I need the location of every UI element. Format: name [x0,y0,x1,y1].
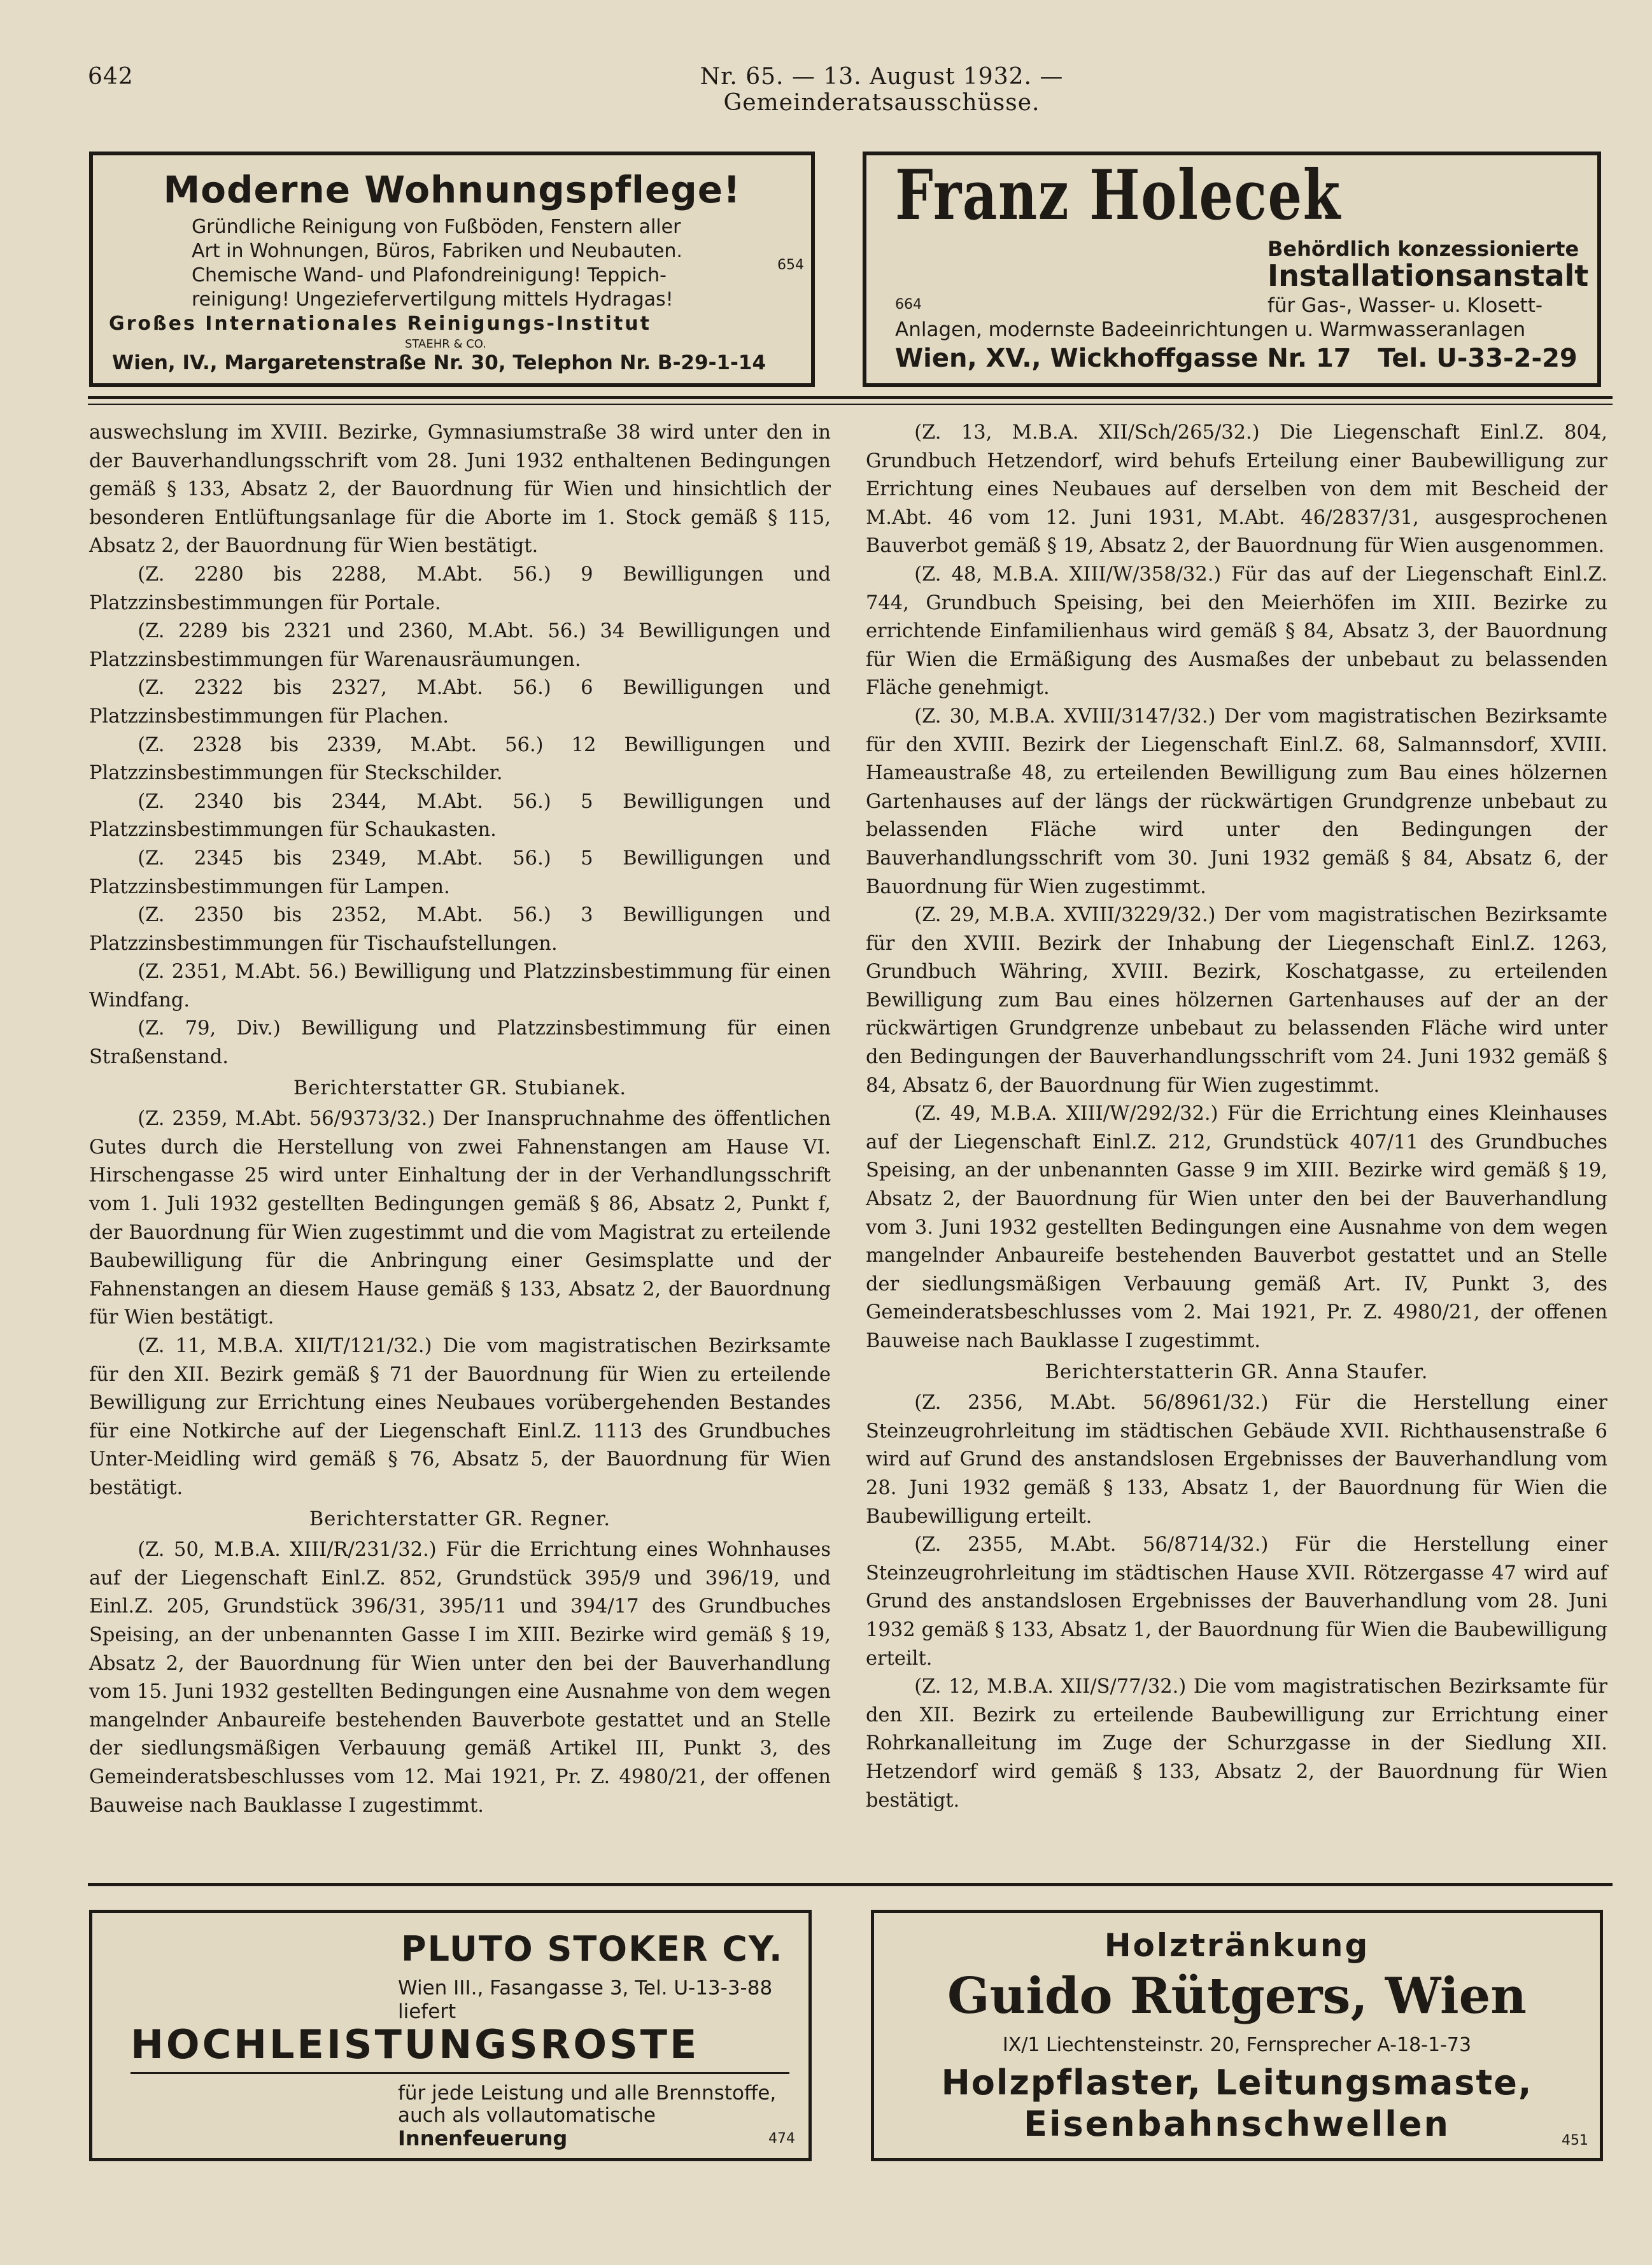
ad-number: 654 [777,257,804,273]
paragraph: (Z. 2351, M.Abt. 56.) Bewilligung und Platzzinsbestimmung für einen Windfang. [89,961,831,1012]
ad-name: Guido Rütgers, Wien [947,1967,1527,2025]
ad-address: IX/1 Liechtensteinstr. 20, Fernsprecher A-18-1-73 [1002,2034,1472,2056]
paragraph: (Z. 2345 bis 2349, M.Abt. 56.) 5 Bewilligungen und Platzzinsbestimmungen für Lampen. [89,847,831,898]
ad-text: für Gas-, Wasser- u. Klosett- [1267,294,1543,317]
paragraph: (Z. 49, M.B.A. XIII/W/292/32.) Für die Errichtung eines Kleinhauses auf der Liegenschaft Einl.Z. 212, Grundstück 407/11 des Grundbuches Speising, an der unbenannten Gasse 9 im XIII. Bezirke wird gemäß § 19, Absatz 2, der Bauordnung für Wien unter den bei der Bauverhandlung vom 3. Juni 1932 gestellten Bedingungen eine Ausnahme von dem wegen mangelnder Anbaureife bestehenden Bauverbot gestattet und an Stelle der siedlungsmäßigen Verbauung gemäß Art. IV, Punkt 3, des Gemeinderatsbeschlusses vom 2. Mai 1921, Pr. Z. 4980/21, der offenen Bauweise nach Bauklasse I zugestimmt. [866,1103,1607,1352]
ad-text: Art in Wohnungen, Büros, Fabriken und Neubauten. [192,240,682,262]
ad-text: Chemische Wand- und Plafondreinigung! Teppich- [192,264,667,286]
page-header: Nr. 65. — 13. August 1932. — Gemeinderatsausschüsse. [700,64,1064,116]
paragraph: (Z. 2328 bis 2339, M.Abt. 56.) 12 Bewilligungen und Platzzinsbestimmungen für Steckschilder. [89,733,831,785]
ad-text: Holzpflaster, Leitungsmaste, [941,2063,1533,2103]
ad-address: Wien, IV., Margaretenstraße Nr. 30, Telephon Nr. B-29-1-14 [112,351,766,374]
ad-number: 474 [768,2131,795,2147]
ad-text: reinigung! Ungeziefervertilgung mittels Hydragas! [192,288,674,311]
divider-top [88,396,1613,399]
reporter-heading: Berichterstatter GR. Stubianek. [293,1076,627,1099]
paragraph: (Z. 29, M.B.A. XVIII/3229/32.) Der vom magistratischen Bezirksamte für den XVIII. Bezirk der Inhabung der Liegenschaft Einl.Z. 1263, Grundbuch Währing, XVIII. Bezirk, Koschatgasse, zu erteilenden Bewilligung zum Bau eines hölzernen Gartenhauses auf der an der rückwärtigen Grundgrenze unbebaut zu belassenden Fläche wird unter den Bedingungen der Bauverhandlungsschrift vom 24. Juni 1932 gemäß § 84, Absatz 6, der Bauordnung für Wien zugestimmt. [866,904,1607,1097]
ad-text: auch als vollautomatische [398,2104,656,2127]
divider-bottom [88,1883,1613,1886]
paragraph: (Z. 2280 bis 2288, M.Abt. 56.) 9 Bewilligungen und Platzzinsbestimmungen für Portale. [89,563,831,614]
paragraph: (Z. 30, M.B.A. XVIII/3147/32.) Der vom magistratischen Bezirksamte für den XVIII. Bezirk der Liegenschaft Einl.Z. 68, Salmannsdorf, XVIII. Hameaustraße 48, zu erteilenden Bewilligung zum Bau eines hölzernen Gartenhauses auf der längs der rückwärtigen Grundgrenze unbebaut zu belassenden Fläche wird unter den Bedingungen der Bauverhandlungsschrift vom 30. Juni 1932 gemäß § 84, Absatz 6, der Bauordnung für Wien zugestimmt. [866,705,1607,898]
ad-text: Gründliche Reinigung von Fußböden, Fenstern aller [192,216,681,238]
ad-institute: Großes Internationales Reinigungs-Institut [109,313,652,335]
ad-text: Eisenbahnschwellen [1024,2104,1450,2144]
ad-text: Holztränkung [1104,1927,1370,1964]
paragraph: (Z. 11, M.B.A. XII/T/121/32.) Die vom magistratischen Bezirksamte für den XII. Bezirk gemäß § 71 der Bauordnung für Wien zu erteilende Bewilligung zur Errichtung eines Neubaues vorübergehenden Bestandes für eine Notkirche auf der Liegenschaft Einl.Z. 1113 des Grundbuches Unter-Meidling wird gemäß § 76, Absatz 5, der Bauordnung für Wien bestätigt. [89,1335,831,1499]
ad-rule [131,2072,789,2074]
page-number: 642 [88,64,134,90]
paragraph: (Z. 2350 bis 2352, M.Abt. 56.) 3 Bewilligungen und Platzzinsbestimmungen für Tischaufstellungen. [89,904,831,955]
divider-top-thin [88,404,1613,405]
ad-wohnungspflege [89,152,815,387]
paragraph: (Z. 50, M.B.A. XIII/R/231/32.) Für die Errichtung eines Wohnhauses auf der Liegenschaft Einl.Z. 852, Grundstück 395/9 und 396/19, und Einl.Z. 205, Grundstück 396/31, 395/11 und 394/17 des Grundbuches Speising, an der unbenannten Gasse I im XIII. Bezirke wird gemäß § 19, Absatz 2, der Bauordnung für Wien unter den bei der Bauverhandlung vom 15. Juni 1932 gestellten Bedingungen eine Ausnahme von dem wegen mangelnder Anbaureife bestehenden Bauverbote gestattet und an Stelle der siedlungsmäßigen Verbauung gemäß Artikel III, Punkt 3, des Gemeinderatsbeschlusses vom 12. Mai 1921, Pr. Z. 4980/21, der offenen Bauweise nach Bauklasse I zugestimmt. [89,1539,831,1817]
paragraph: (Z. 12, M.B.A. XII/S/77/32.) Die vom magistratischen Bezirksamte für den XII. Bezirk zu erteilende Baubewilligung zur Errichtung einer Rohrkanalleitung im Zuge der Schurzgasse in der Siedlung XII. Hetzendorf wird gemäß § 133, Absatz 2, der Bauordnung für Wien bestätigt. [866,1676,1607,1812]
paragraph: (Z. 2355, M.Abt. 56/8714/32.) Für die Herstellung einer Steinzeugrohrleitung im städtischen Hause XVII. Rötzergasse 47 wird auf Grund des anstandslosen Ergebnisses der Bauverhandlung vom 28. Juni 1932 gemäß § 133, Absatz 1, der Bauordnung für Wien die Baubewilligung erteilt. [866,1534,1607,1670]
paragraph: (Z. 48, M.B.A. XIII/W/358/32.) Für das auf der Liegenschaft Einl.Z. 744, Grundbuch Speising, bei den Meierhöfen im XIII. Bezirke zu errichtende Einfamilienhaus wird gemäß § 84, Absatz 3, der Bauordnung für Wien die Ermäßigung des Ausmaßes der unbebaut zu belassenden Fläche genehmigt. [866,563,1607,700]
reporter-heading: Berichterstatter GR. Regner. [309,1507,611,1530]
ad-name: Franz Holecek [895,155,1341,236]
article-column-right [866,419,1607,1877]
ad-text: Behördlich konzessionierte [1267,237,1579,261]
article-column-left [89,419,831,1877]
ad-pluto-stoker [89,1910,812,2161]
paragraph: (Z. 79, Div.) Bewilligung und Platzzinsbestimmung für einen Straßenstand. [89,1017,831,1069]
reporter-heading: Berichterstatterin GR. Anna Staufer. [1045,1360,1429,1383]
ad-title: Moderne Wohnungspflege! [163,168,741,211]
paragraph: (Z. 2322 bis 2327, M.Abt. 56.) 6 Bewilligungen und Platzzinsbestimmungen für Plachen. [89,677,831,728]
paragraph: (Z. 2340 bis 2344, M.Abt. 56.) 5 Bewilligungen und Platzzinsbestimmungen für Schaukasten. [89,790,831,842]
ad-holecek [863,152,1601,387]
paragraph: (Z. 2356, M.Abt. 56/8961/32.) Für die Herstellung einer Steinzeugrohrleitung im städtischen Gebäude XVII. Richthausenstraße 6 wird auf Grund des anstandslosen Ergebnisses der Bauverhandlung vom 28. Juni 1932 gemäß § 133, Absatz 1, der Bauordnung für Wien die Baubewilligung erteilt. [866,1392,1607,1528]
paragraph: (Z. 13, M.B.A. XII/Sch/265/32.) Die Liegenschaft Einl.Z. 804, Grundbuch Hetzendorf, wird behufs Erteilung einer Baubewilligung zur Errichtung eines Neubaues auf derselben von dem mit Bescheid der M.Abt. 46 vom 12. Juni 1931, M.Abt. 46/2837/31, ausgesprochenen Bauverbot gemäß § 19, Absatz 2, der Bauordnung für Wien ausgenommen. [866,421,1607,558]
ad-owner: STAEHR & CO. [405,337,486,351]
ad-number: 664 [895,297,922,313]
ad-text: Installationsanstalt [1267,258,1589,293]
ad-text: Innenfeuerung [398,2126,568,2150]
ad-text: Anlagen, modernste Badeeinrichtungen u. Warmwasseranlagen [895,318,1526,341]
ad-number: 451 [1562,2133,1588,2149]
ad-text: Wien III., Fasangasse 3, Tel. U-13-3-88 [398,1977,773,2000]
ad-text: liefert [398,2000,456,2023]
ad-rutgers [871,1910,1603,2161]
paragraph: (Z. 2289 bis 2321 und 2360, M.Abt. 56.) 34 Bewilligungen und Platzzinsbestimmungen für Warenausräumungen. [89,620,831,671]
ad-text: für jede Leistung und alle Brennstoffe, [398,2082,777,2105]
ad-product: HOCHLEISTUNGSROSTE [131,2021,700,2068]
paragraph: auswechslung im XVIII. Bezirke, Gymnasiumstraße 38 wird unter den in der Bauverhandlungsschrift vom 28. Juni 1932 enthaltenen Bedingungen gemäß § 133, Absatz 2, der Bauordnung für Wien und hinsichtlich der besonderen Entlüftungsanlage für die Aborte im 1. Stock gemäß § 115, Absatz 2, der Bauordnung für Wien bestätigt. [89,421,831,558]
ad-name: PLUTO STOKER CY. [401,1929,784,1969]
paragraph: (Z. 2359, M.Abt. 56/9373/32.) Der Inanspruchnahme des öffentlichen Gutes durch die Herstellung von zwei Fahnenstangen am Hause VI. Hirschengasse 25 wird unter Einhaltung der in der Verhandlungsschrift vom 1. Juli 1932 gestellten Bedingungen gemäß § 86, Absatz 2, Punkt f, der Bauordnung für Wien zugestimmt und die vom Magistrat zu erteilende Baubewilligung für die Anbringung einer Gesimsplatte und der Fahnenstangen an diesem Hause gemäß § 133, Absatz 2, der Bauordnung für Wien bestätigt. [89,1108,831,1329]
ad-address: Wien, XV., Wickhoffgasse Nr. 17 Tel. U-33-2-29 [895,344,1578,373]
